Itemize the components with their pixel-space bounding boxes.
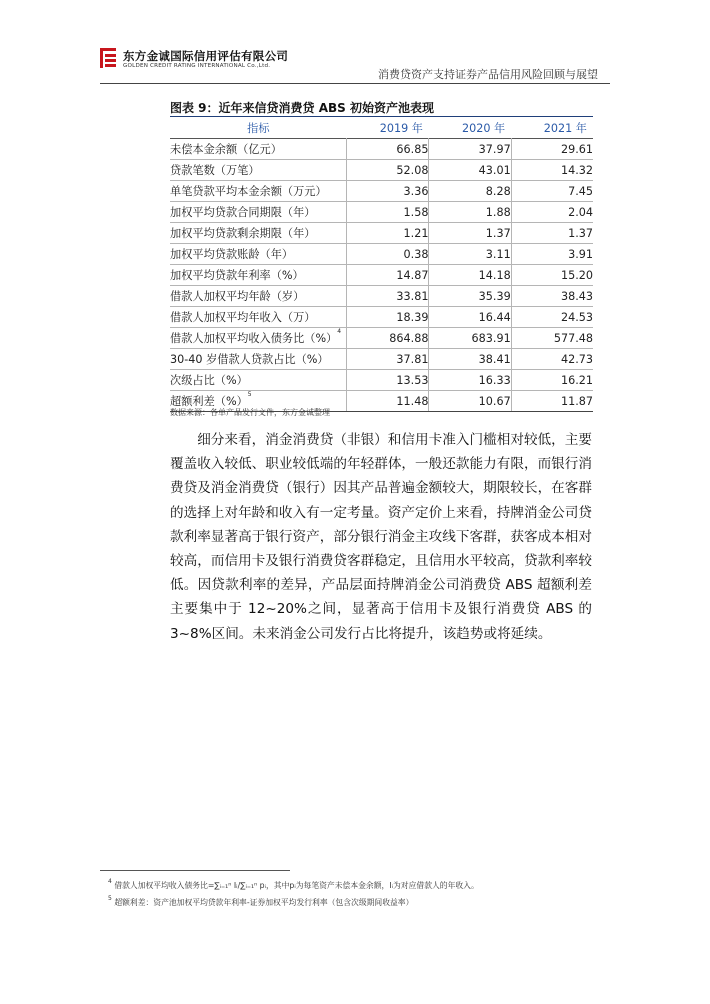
footnote-4 bbox=[108, 880, 479, 891]
footnote-divider bbox=[100, 870, 290, 871]
footnote-number: 4 bbox=[108, 878, 112, 885]
cell-2019: 13.53 bbox=[347, 370, 429, 391]
cell-2021: 7.45 bbox=[511, 181, 593, 202]
footnote-5 bbox=[108, 897, 413, 908]
footnote-ref: 4 bbox=[337, 328, 342, 335]
cell-2020: 10.67 bbox=[429, 391, 511, 412]
data-source-note: 数据来源：各单产品发行文件，东方金诚整理 bbox=[170, 408, 330, 417]
table-row bbox=[170, 139, 593, 160]
cell-2020: 683.91 bbox=[429, 328, 511, 349]
cell-2021: 38.43 bbox=[511, 286, 593, 307]
footnote-text: 超额利差：资产池加权平均贷款年利率-证券加权平均发行利率（包含次级期间收益率） bbox=[114, 898, 414, 907]
cell-2020: 14.18 bbox=[429, 265, 511, 286]
company-name-cn: 东方金诚国际信用评估有限公司 bbox=[123, 49, 289, 63]
cell-2019: 37.81 bbox=[347, 349, 429, 370]
cell-2019: 11.48 bbox=[347, 391, 429, 412]
row-label: 单笔贷款平均本金余额（万元） bbox=[170, 181, 347, 202]
header-2021: 2021 年 bbox=[543, 122, 587, 135]
table-row bbox=[170, 370, 593, 391]
cell-2020: 43.01 bbox=[429, 160, 511, 181]
table-row bbox=[170, 181, 593, 202]
cell-2019: 1.58 bbox=[347, 202, 429, 223]
cell-2019: 864.88 bbox=[347, 328, 429, 349]
header-2020: 2020 年 bbox=[461, 122, 506, 135]
table-title: 图表 9：近年来信贷消费贷 ABS 初始资产池表现 bbox=[170, 101, 434, 115]
row-label: 未偿本金余额（亿元） bbox=[170, 139, 347, 160]
cell-2020: 3.11 bbox=[429, 244, 511, 265]
cell-2021: 577.48 bbox=[511, 328, 593, 349]
cell-2020: 1.37 bbox=[429, 223, 511, 244]
cell-2020: 16.44 bbox=[429, 307, 511, 328]
cell-2020: 38.41 bbox=[429, 349, 511, 370]
cell-2021: 2.04 bbox=[511, 202, 593, 223]
footnote-number: 5 bbox=[108, 895, 112, 902]
cell-2020: 37.97 bbox=[429, 139, 511, 160]
cell-2020: 16.33 bbox=[429, 370, 511, 391]
cell-2021: 29.61 bbox=[511, 139, 593, 160]
cell-2019: 66.85 bbox=[347, 139, 429, 160]
table-row bbox=[170, 349, 593, 370]
document-title: 消费贷资产支持证券产品信用风险回顾与展望 bbox=[378, 68, 598, 81]
data-table bbox=[170, 118, 593, 412]
cell-2020: 8.28 bbox=[429, 181, 511, 202]
row-label: 超额利差（%）$^5$ bbox=[170, 391, 347, 412]
cell-2020: 35.39 bbox=[429, 286, 511, 307]
row-label: 加权平均贷款年利率（%） bbox=[170, 265, 347, 286]
cell-2019: 33.81 bbox=[347, 286, 429, 307]
table-row bbox=[170, 328, 593, 349]
row-label: 加权平均贷款账龄（年） bbox=[170, 244, 347, 265]
header-divider bbox=[100, 83, 610, 84]
header-2019: 2019 年 bbox=[379, 122, 423, 135]
row-label: 加权平均贷款合同期限（年） bbox=[170, 202, 347, 223]
header-indicator: 指标 bbox=[247, 122, 270, 135]
table-row bbox=[170, 160, 593, 181]
cell-2021: 24.53 bbox=[511, 307, 593, 328]
body-paragraph: 细分来看，消金消费贷（非银）和信用卡准入门槛相对较低，主要覆盖收入较低、职业较低端的年轻群体，一般还款能力有限，而银行消费贷及消金消费贷（银行）因其产品普遍金额较大，期限较长，在客群的选择上对年龄和收入有一定考量。资产定价上来看，持牌消金公司贷款利率显著高于银行资产，部分银行消金主攻线下客群，获客成本相对较高，而信用卡及银行消费贷客群稳定，且信用水平较高，贷款利率较低。因贷款利率的差异，产品层面持牌消金公司消费贷 ABS 超额利差主要集中于 12~20%之间，显著高于信用卡及银行消费贷 ABS 的 3~8%区间。未来消金公司发行占比将提升，该趋势或将延续。 bbox=[170, 432, 592, 642]
table-row bbox=[170, 244, 593, 265]
row-label: 借款人加权平均收入债务比（%）$^4$ bbox=[170, 328, 347, 349]
table-row bbox=[170, 223, 593, 244]
cell-2021: 11.87 bbox=[511, 391, 593, 412]
cell-2021: 15.20 bbox=[511, 265, 593, 286]
cell-2019: 3.36 bbox=[347, 181, 429, 202]
row-label: 借款人加权平均年龄（岁） bbox=[170, 286, 347, 307]
table-row bbox=[170, 307, 593, 328]
cell-2021: 42.73 bbox=[511, 349, 593, 370]
footnote-ref: 5 bbox=[247, 391, 252, 398]
cell-2021: 3.91 bbox=[511, 244, 593, 265]
cell-2020: 1.88 bbox=[429, 202, 511, 223]
table-row bbox=[170, 202, 593, 223]
cell-2019: 52.08 bbox=[347, 160, 429, 181]
company-logo-icon bbox=[100, 48, 116, 68]
table-row bbox=[170, 286, 593, 307]
row-label: 30-40 岁借款人贷款占比（%） bbox=[170, 349, 347, 370]
footnote-text: 借款人加权平均收入债务比=∑ᵢ₌₁ⁿ Iᵢ/∑ᵢ₌₁ⁿ pᵢ，其中pᵢ为每笔资产未偿本金余额，Iᵢ为对应借款人的年收入。 bbox=[114, 881, 479, 890]
cell-2021: 14.32 bbox=[511, 160, 593, 181]
company-name-en: GOLDEN CREDIT RATING INTERNATIONAL Co.,Ltd. bbox=[123, 63, 271, 69]
cell-2019: 14.87 bbox=[347, 265, 429, 286]
cell-2019: 0.38 bbox=[347, 244, 429, 265]
row-label: 借款人加权平均年收入（万） bbox=[170, 307, 347, 328]
table-header-row bbox=[170, 118, 593, 139]
cell-2021: 16.21 bbox=[511, 370, 593, 391]
table-top-rule bbox=[170, 116, 593, 117]
cell-2021: 1.37 bbox=[511, 223, 593, 244]
row-label: 加权平均贷款剩余期限（年） bbox=[170, 223, 347, 244]
row-label: 贷款笔数（万笔） bbox=[170, 160, 347, 181]
table-row bbox=[170, 265, 593, 286]
cell-2019: 18.39 bbox=[347, 307, 429, 328]
row-label: 次级占比（%） bbox=[170, 370, 347, 391]
cell-2019: 1.21 bbox=[347, 223, 429, 244]
